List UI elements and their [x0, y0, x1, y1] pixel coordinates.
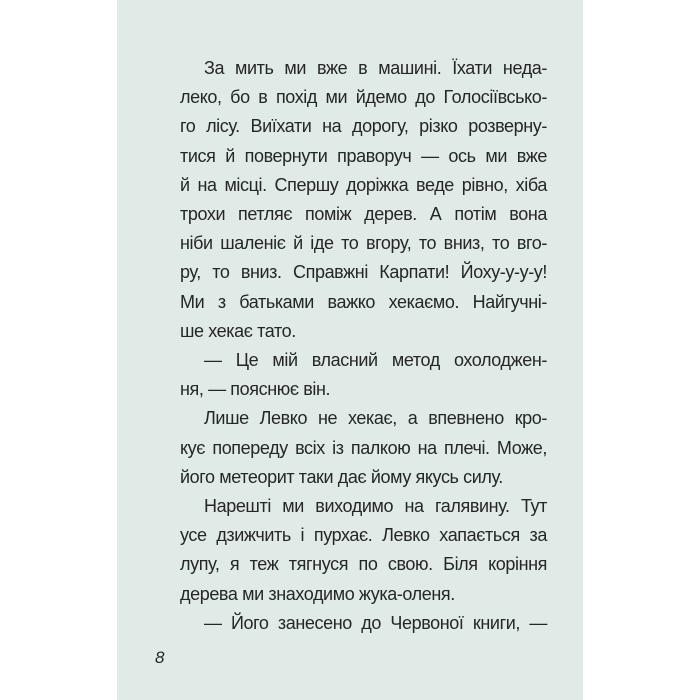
book-page [117, 0, 583, 700]
text-line: дерева ми знаходимо жука-оленя. [180, 583, 455, 604]
text-line: го лісу. Виїхати на дорогу, різко розверну- [180, 116, 547, 137]
text-line: Лише Левко не хекає, а впевнено кро- [204, 408, 547, 429]
text-line: ру, то вниз. Справжні Карпати! Йоху-у-у-у! [180, 262, 547, 283]
text-line: тися й повернути праворуч — ось ми вже [180, 145, 547, 166]
text-line: й на місці. Спершу доріжка веде рівно, хіба [180, 174, 547, 195]
text-line: ніби шаленіє й іде то вгору, то вниз, то вго- [180, 233, 547, 254]
text-line: кує попереду всіх із палкою на плечі. Може, [180, 437, 547, 458]
text-line: Нарешті ми виходимо на галявину. Тут [204, 496, 547, 516]
text-line: Ми з батьками важко хекаємо. Найгучні- [180, 291, 547, 312]
text-line: — Це мій власний метод охолоджен- [204, 350, 547, 370]
text-line: ня, — пояснює він. [180, 379, 331, 400]
page-number: 8 [155, 648, 165, 667]
text-line: — Його занесено до Червоної книги, — [204, 612, 547, 633]
text-line: усе дзижчить і пурхає. Левко хапається за [180, 525, 547, 546]
text-line: трохи петляє поміж дерев. А потім вона [180, 204, 547, 224]
text-line: ше хекає тато. [180, 320, 296, 341]
text-line: леко, бо в похід ми йдемо до Голосіївсько- [180, 87, 547, 108]
text-line: За мить ми вже в машині. Їхати неда- [204, 58, 547, 78]
text-line: його метеорит таки дає йому якусь силу. [180, 466, 503, 487]
text-line: лупу, я теж тягнуся по свою. Біля коріння [180, 554, 547, 575]
